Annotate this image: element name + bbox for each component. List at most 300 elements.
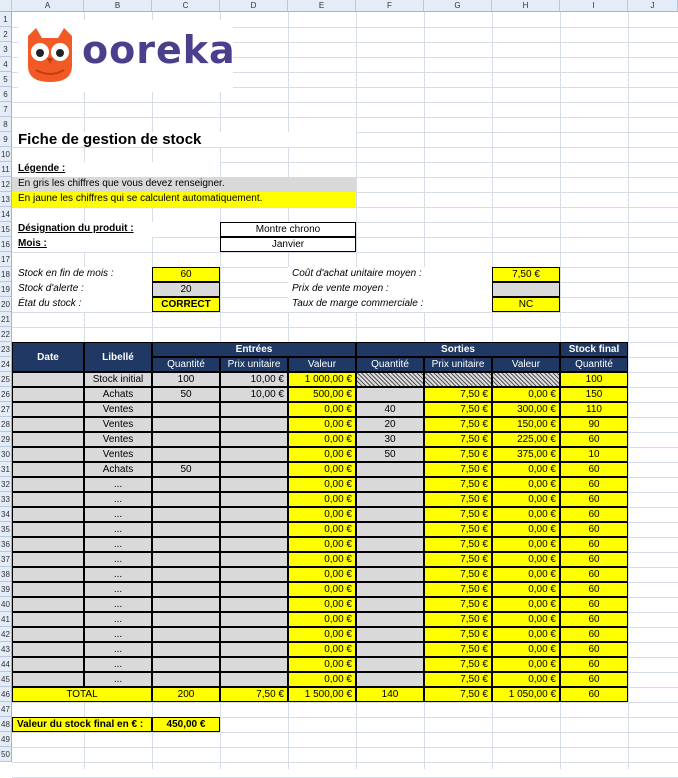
sorties-qty-cell[interactable] <box>356 612 424 627</box>
sorties-value-cell[interactable]: 0,00 € <box>492 387 560 402</box>
entrees-value-cell[interactable]: 0,00 € <box>288 627 356 642</box>
libelle-cell[interactable]: ... <box>84 627 152 642</box>
libelle-cell[interactable]: ... <box>84 582 152 597</box>
stock-final-cell[interactable]: 90 <box>560 417 628 432</box>
sorties-qty-cell[interactable] <box>356 522 424 537</box>
row-header[interactable]: 29 <box>0 432 12 447</box>
row-header[interactable]: 19 <box>0 282 12 297</box>
stock-final-cell[interactable]: 60 <box>560 462 628 477</box>
row-header[interactable]: 35 <box>0 522 12 537</box>
legend-gray-note[interactable]: En gris les chiffres que vous devez renseigner. <box>12 177 356 192</box>
libelle-cell[interactable]: ... <box>84 672 152 687</box>
entrees-value-cell[interactable]: 0,00 € <box>288 582 356 597</box>
sorties-qty-cell[interactable]: 30 <box>356 432 424 447</box>
margin-label[interactable]: Taux de marge commerciale : <box>288 297 492 312</box>
libelle-cell[interactable]: ... <box>84 642 152 657</box>
entrees-qty-cell[interactable] <box>152 642 220 657</box>
sorties-unit-price-cell[interactable]: 7,50 € <box>424 657 492 672</box>
sorties-qty-cell[interactable] <box>356 567 424 582</box>
entrees-unit-price-cell[interactable]: 10,00 € <box>220 387 288 402</box>
entrees-qty-cell[interactable] <box>152 552 220 567</box>
sorties-qty-cell[interactable] <box>356 597 424 612</box>
libelle-cell[interactable]: ... <box>84 522 152 537</box>
row-header[interactable]: 34 <box>0 507 12 522</box>
sorties-value-cell[interactable]: 0,00 € <box>492 522 560 537</box>
sorties-unit-price-cell[interactable]: 7,50 € <box>424 432 492 447</box>
date-cell[interactable] <box>12 372 84 387</box>
row-header[interactable]: 38 <box>0 567 12 582</box>
sorties-qty-cell[interactable]: 20 <box>356 417 424 432</box>
sorties-value-cell[interactable]: 0,00 € <box>492 657 560 672</box>
avg-cost-value[interactable]: 7,50 € <box>492 267 560 282</box>
total-label[interactable]: TOTAL <box>12 687 152 702</box>
entrees-value-cell[interactable]: 0,00 € <box>288 402 356 417</box>
entrees-qty-cell[interactable] <box>152 477 220 492</box>
sorties-unit-price-cell[interactable]: 7,50 € <box>424 522 492 537</box>
stock-final-cell[interactable]: 60 <box>560 507 628 522</box>
entrees-qty-cell[interactable] <box>152 432 220 447</box>
stock-final-cell[interactable]: 60 <box>560 642 628 657</box>
stock-end-label[interactable]: Stock en fin de mois : <box>12 267 152 282</box>
column-header[interactable]: H <box>492 0 560 12</box>
sorties-value-cell[interactable]: 0,00 € <box>492 462 560 477</box>
entrees-unit-price-cell[interactable] <box>220 447 288 462</box>
sorties-unit-price-cell[interactable]: 7,50 € <box>424 507 492 522</box>
row-header[interactable]: 33 <box>0 492 12 507</box>
entrees-value-cell[interactable]: 0,00 € <box>288 672 356 687</box>
libelle-cell[interactable]: ... <box>84 492 152 507</box>
libelle-cell[interactable]: Ventes <box>84 447 152 462</box>
entrees-qty-cell[interactable] <box>152 417 220 432</box>
stock-state-label[interactable]: État du stock : <box>12 297 152 312</box>
entrees-qty-cell[interactable] <box>152 612 220 627</box>
sorties-value-cell[interactable]: 0,00 € <box>492 507 560 522</box>
sorties-unit-price-cell[interactable]: 7,50 € <box>424 612 492 627</box>
entrees-qty-cell[interactable]: 100 <box>152 372 220 387</box>
entrees-unit-price-cell[interactable] <box>220 417 288 432</box>
entrees-unit-price-cell[interactable] <box>220 537 288 552</box>
sorties-qty-header[interactable]: Quantité <box>356 357 424 372</box>
entrees-unit-price-cell[interactable] <box>220 642 288 657</box>
designation-label[interactable]: Désignation du produit : <box>12 222 220 237</box>
entrees-qty-cell[interactable]: 50 <box>152 462 220 477</box>
row-header[interactable]: 16 <box>0 237 12 252</box>
sorties-value-cell[interactable]: 0,00 € <box>492 552 560 567</box>
total-sorties-unit-price[interactable]: 7,50 € <box>424 687 492 702</box>
stock-final-cell[interactable]: 150 <box>560 387 628 402</box>
stock-final-cell[interactable]: 60 <box>560 537 628 552</box>
row-header[interactable]: 47 <box>0 702 12 717</box>
sorties-value-cell[interactable]: 150,00 € <box>492 417 560 432</box>
sorties-unit-price-cell[interactable] <box>424 372 492 387</box>
entrees-unit-price-cell[interactable] <box>220 612 288 627</box>
total-sorties-qty[interactable]: 140 <box>356 687 424 702</box>
entrees-qty-cell[interactable] <box>152 522 220 537</box>
total-stock-final[interactable]: 60 <box>560 687 628 702</box>
entrees-qty-cell[interactable] <box>152 567 220 582</box>
sorties-unit-price-cell[interactable]: 7,50 € <box>424 642 492 657</box>
sorties-qty-cell[interactable] <box>356 387 424 402</box>
column-header[interactable]: D <box>220 0 288 12</box>
row-header[interactable]: 44 <box>0 657 12 672</box>
sorties-unit-price-cell[interactable]: 7,50 € <box>424 597 492 612</box>
row-header[interactable]: 14 <box>0 207 12 222</box>
grid-line-h <box>12 147 678 148</box>
total-entrees-qty[interactable]: 200 <box>152 687 220 702</box>
entrees-unit-price-cell[interactable] <box>220 567 288 582</box>
select-all-corner[interactable] <box>0 0 12 12</box>
sorties-unit-price-cell[interactable]: 7,50 € <box>424 552 492 567</box>
date-cell[interactable] <box>12 597 84 612</box>
stock-final-cell[interactable]: 60 <box>560 582 628 597</box>
date-cell[interactable] <box>12 537 84 552</box>
entrees-value-cell[interactable]: 0,00 € <box>288 642 356 657</box>
sorties-unit-price-cell[interactable]: 7,50 € <box>424 567 492 582</box>
row-header[interactable]: 3 <box>0 42 12 57</box>
stock-final-cell[interactable]: 60 <box>560 477 628 492</box>
row-header[interactable]: 9 <box>0 132 12 147</box>
stock-final-cell[interactable]: 60 <box>560 492 628 507</box>
entrees-unit-price-cell[interactable] <box>220 597 288 612</box>
logo-text: ooreka <box>82 28 236 72</box>
sorties-unit-price-cell[interactable]: 7,50 € <box>424 672 492 687</box>
sorties-qty-cell[interactable]: 40 <box>356 402 424 417</box>
date-cell[interactable] <box>12 672 84 687</box>
sorties-qty-cell[interactable] <box>356 462 424 477</box>
entrees-value-cell[interactable]: 0,00 € <box>288 552 356 567</box>
sorties-value-cell[interactable]: 0,00 € <box>492 627 560 642</box>
column-header[interactable]: J <box>628 0 678 12</box>
entrees-unit-price-cell[interactable] <box>220 582 288 597</box>
entrees-unit-price-cell[interactable] <box>220 657 288 672</box>
sorties-value-cell[interactable] <box>492 372 560 387</box>
stock-state-value[interactable]: CORRECT <box>152 297 220 312</box>
date-cell[interactable] <box>12 432 84 447</box>
sorties-qty-cell[interactable] <box>356 672 424 687</box>
sorties-unit-price-cell[interactable]: 7,50 € <box>424 492 492 507</box>
date-cell[interactable] <box>12 642 84 657</box>
grid-line-h <box>12 327 678 328</box>
date-cell[interactable] <box>12 417 84 432</box>
entrees-qty-header[interactable]: Quantité <box>152 357 220 372</box>
sorties-qty-cell[interactable] <box>356 657 424 672</box>
row-header[interactable]: 23 <box>0 342 12 357</box>
column-header[interactable]: C <box>152 0 220 12</box>
row-header[interactable]: 11 <box>0 162 12 177</box>
date-cell[interactable] <box>12 462 84 477</box>
entrees-qty-cell[interactable] <box>152 597 220 612</box>
column-header[interactable]: B <box>84 0 152 12</box>
total-entrees-unit-price[interactable]: 7,50 € <box>220 687 288 702</box>
stock-final-cell[interactable]: 60 <box>560 612 628 627</box>
alert-value[interactable]: 20 <box>152 282 220 297</box>
sorties-unit-price-cell[interactable]: 7,50 € <box>424 387 492 402</box>
sorties-unit-price-cell[interactable]: 7,50 € <box>424 447 492 462</box>
stock-final-cell[interactable]: 60 <box>560 552 628 567</box>
row-header[interactable]: 37 <box>0 552 12 567</box>
row-header[interactable]: 26 <box>0 387 12 402</box>
grid-line-h <box>12 102 678 103</box>
entrees-value-cell[interactable]: 0,00 € <box>288 537 356 552</box>
stock-final-cell[interactable]: 100 <box>560 372 628 387</box>
entrees-value-cell[interactable]: 500,00 € <box>288 387 356 402</box>
sorties-unit-price-cell[interactable]: 7,50 € <box>424 417 492 432</box>
entrees-qty-cell[interactable] <box>152 657 220 672</box>
total-sorties-value[interactable]: 1 050,00 € <box>492 687 560 702</box>
header-sorties[interactable]: Sorties <box>356 342 560 357</box>
row-header[interactable]: 21 <box>0 312 12 327</box>
date-cell[interactable] <box>12 522 84 537</box>
entrees-value-cell[interactable]: 0,00 € <box>288 612 356 627</box>
header-date[interactable]: Date <box>12 342 84 372</box>
entrees-qty-cell[interactable] <box>152 582 220 597</box>
entrees-qty-cell[interactable] <box>152 447 220 462</box>
row-header[interactable]: 48 <box>0 717 12 732</box>
sorties-value-cell[interactable]: 0,00 € <box>492 672 560 687</box>
row-header[interactable]: 4 <box>0 57 12 72</box>
grid-line-h <box>12 312 678 313</box>
stock-end-value[interactable]: 60 <box>152 267 220 282</box>
row-header[interactable]: 49 <box>0 732 12 747</box>
sorties-value-cell[interactable]: 0,00 € <box>492 612 560 627</box>
margin-value[interactable]: NC <box>492 297 560 312</box>
sorties-qty-cell[interactable] <box>356 507 424 522</box>
libelle-cell[interactable]: Achats <box>84 462 152 477</box>
entrees-unit-price-cell[interactable]: 10,00 € <box>220 372 288 387</box>
date-cell[interactable] <box>12 612 84 627</box>
date-cell[interactable] <box>12 477 84 492</box>
libelle-cell[interactable]: ... <box>84 567 152 582</box>
sorties-value-cell[interactable]: 300,00 € <box>492 402 560 417</box>
date-cell[interactable] <box>12 627 84 642</box>
entrees-unit-price-cell[interactable] <box>220 522 288 537</box>
sorties-qty-cell[interactable] <box>356 477 424 492</box>
sorties-value-cell[interactable]: 0,00 € <box>492 477 560 492</box>
stock-final-cell[interactable]: 10 <box>560 447 628 462</box>
row-header[interactable]: 5 <box>0 72 12 87</box>
sorties-value-cell[interactable]: 375,00 € <box>492 447 560 462</box>
stock-final-cell[interactable]: 60 <box>560 567 628 582</box>
entrees-qty-cell[interactable] <box>152 537 220 552</box>
libelle-cell[interactable]: ... <box>84 657 152 672</box>
sorties-qty-cell[interactable] <box>356 552 424 567</box>
column-header[interactable]: I <box>560 0 628 12</box>
entrees-value-cell[interactable]: 0,00 € <box>288 462 356 477</box>
entrees-value-header[interactable]: Valeur <box>288 357 356 372</box>
row-header[interactable]: 27 <box>0 402 12 417</box>
stock-final-cell[interactable]: 60 <box>560 432 628 447</box>
column-header[interactable]: A <box>12 0 84 12</box>
sorties-qty-cell[interactable] <box>356 492 424 507</box>
column-header[interactable]: F <box>356 0 424 12</box>
row-header[interactable]: 46 <box>0 687 12 702</box>
entrees-unit-price-cell[interactable] <box>220 477 288 492</box>
date-cell[interactable] <box>12 447 84 462</box>
entrees-value-cell[interactable]: 0,00 € <box>288 417 356 432</box>
alert-label[interactable]: Stock d'alerte : <box>12 282 152 297</box>
row-header[interactable]: 50 <box>0 747 12 762</box>
legend-yellow-note[interactable]: En jaune les chiffres qui se calculent automatiquement. <box>12 192 356 207</box>
libelle-cell[interactable]: Stock initial <box>84 372 152 387</box>
stock-final-cell[interactable]: 60 <box>560 627 628 642</box>
entrees-qty-cell[interactable] <box>152 402 220 417</box>
row-header[interactable]: 36 <box>0 537 12 552</box>
entrees-value-cell[interactable]: 0,00 € <box>288 492 356 507</box>
libelle-cell[interactable]: ... <box>84 552 152 567</box>
sorties-value-cell[interactable]: 0,00 € <box>492 582 560 597</box>
header-entrees[interactable]: Entrées <box>152 342 356 357</box>
entrees-unit-price-cell[interactable] <box>220 552 288 567</box>
entrees-qty-cell[interactable]: 50 <box>152 387 220 402</box>
libelle-cell[interactable]: ... <box>84 597 152 612</box>
sorties-value-cell[interactable]: 0,00 € <box>492 597 560 612</box>
entrees-value-cell[interactable]: 0,00 € <box>288 567 356 582</box>
sorties-qty-cell[interactable]: 50 <box>356 447 424 462</box>
entrees-unit-price-cell[interactable] <box>220 672 288 687</box>
entrees-value-cell[interactable]: 0,00 € <box>288 522 356 537</box>
grid-line-h <box>12 747 678 748</box>
stock-final-cell[interactable]: 110 <box>560 402 628 417</box>
entrees-value-cell[interactable]: 1 000,00 € <box>288 372 356 387</box>
column-header[interactable]: G <box>424 0 492 12</box>
entrees-qty-cell[interactable] <box>152 672 220 687</box>
sorties-unit-price-cell[interactable]: 7,50 € <box>424 477 492 492</box>
sorties-qty-cell[interactable] <box>356 642 424 657</box>
row-header[interactable]: 7 <box>0 102 12 117</box>
libelle-cell[interactable]: ... <box>84 612 152 627</box>
row-header[interactable]: 32 <box>0 477 12 492</box>
sorties-unit-price-cell[interactable]: 7,50 € <box>424 402 492 417</box>
row-header[interactable]: 25 <box>0 372 12 387</box>
row-header[interactable]: 10 <box>0 147 12 162</box>
row-header[interactable]: 41 <box>0 612 12 627</box>
row-header[interactable]: 20 <box>0 297 12 312</box>
sorties-unit-price-cell[interactable]: 7,50 € <box>424 462 492 477</box>
row-header[interactable]: 8 <box>0 117 12 132</box>
sorties-value-header[interactable]: Valeur <box>492 357 560 372</box>
sorties-unit-price-cell[interactable]: 7,50 € <box>424 582 492 597</box>
row-header[interactable]: 24 <box>0 357 12 372</box>
month-label[interactable]: Mois : <box>12 237 152 252</box>
entrees-qty-cell[interactable] <box>152 627 220 642</box>
row-header[interactable]: 30 <box>0 447 12 462</box>
stock-final-qty-header[interactable]: Quantité <box>560 357 628 372</box>
date-cell[interactable] <box>12 657 84 672</box>
date-cell[interactable] <box>12 582 84 597</box>
libelle-cell[interactable]: Ventes <box>84 402 152 417</box>
entrees-unit-price-cell[interactable] <box>220 627 288 642</box>
sorties-qty-cell[interactable] <box>356 627 424 642</box>
entrees-unit-price-cell[interactable] <box>220 492 288 507</box>
row-header[interactable]: 13 <box>0 192 12 207</box>
row-header[interactable]: 18 <box>0 267 12 282</box>
date-cell[interactable] <box>12 567 84 582</box>
entrees-value-cell[interactable]: 0,00 € <box>288 432 356 447</box>
sorties-unit-price-cell[interactable]: 7,50 € <box>424 537 492 552</box>
sorties-qty-cell[interactable] <box>356 582 424 597</box>
avg-price-value[interactable] <box>492 282 560 297</box>
sheet-title[interactable]: Fiche de gestion de stock <box>12 132 356 147</box>
row-header[interactable]: 42 <box>0 627 12 642</box>
grid-line-h <box>12 732 678 733</box>
libelle-cell[interactable]: ... <box>84 537 152 552</box>
row-header[interactable]: 28 <box>0 417 12 432</box>
designation-value[interactable]: Montre chrono <box>220 222 356 237</box>
sorties-unit-price-header[interactable]: Prix unitaire <box>424 357 492 372</box>
sorties-qty-cell[interactable] <box>356 537 424 552</box>
row-header[interactable]: 2 <box>0 27 12 42</box>
libelle-cell[interactable]: ... <box>84 507 152 522</box>
final-value[interactable]: 450,00 € <box>152 717 220 732</box>
stock-final-cell[interactable]: 60 <box>560 597 628 612</box>
month-value[interactable]: Janvier <box>220 237 356 252</box>
sorties-qty-cell[interactable] <box>356 372 424 387</box>
entrees-value-cell[interactable]: 0,00 € <box>288 507 356 522</box>
sorties-value-cell[interactable]: 0,00 € <box>492 537 560 552</box>
row-header[interactable]: 39 <box>0 582 12 597</box>
row-header[interactable]: 22 <box>0 327 12 342</box>
total-entrees-value[interactable]: 1 500,00 € <box>288 687 356 702</box>
entrees-unit-price-cell[interactable] <box>220 402 288 417</box>
entrees-value-cell[interactable]: 0,00 € <box>288 657 356 672</box>
row-header[interactable]: 40 <box>0 597 12 612</box>
grid-line-h <box>12 762 678 763</box>
date-cell[interactable] <box>12 402 84 417</box>
date-cell[interactable] <box>12 552 84 567</box>
stock-final-cell[interactable]: 60 <box>560 522 628 537</box>
row-header[interactable]: 6 <box>0 87 12 102</box>
entrees-unit-price-header[interactable]: Prix unitaire <box>220 357 288 372</box>
row-header[interactable]: 17 <box>0 252 12 267</box>
sorties-value-cell[interactable]: 225,00 € <box>492 432 560 447</box>
sorties-value-cell[interactable]: 0,00 € <box>492 642 560 657</box>
date-cell[interactable] <box>12 387 84 402</box>
sorties-value-cell[interactable]: 0,00 € <box>492 492 560 507</box>
header-stock-final[interactable]: Stock final <box>560 342 628 357</box>
libelle-cell[interactable]: Ventes <box>84 432 152 447</box>
row-header[interactable]: 15 <box>0 222 12 237</box>
libelle-cell[interactable]: Ventes <box>84 417 152 432</box>
header-libelle[interactable]: Libellé <box>84 342 152 372</box>
entrees-value-cell[interactable]: 0,00 € <box>288 447 356 462</box>
row-header[interactable]: 31 <box>0 462 12 477</box>
stock-final-cell[interactable]: 60 <box>560 672 628 687</box>
final-value-label[interactable]: Valeur du stock final en € : <box>12 717 152 732</box>
entrees-qty-cell[interactable] <box>152 507 220 522</box>
stock-final-cell[interactable]: 60 <box>560 657 628 672</box>
entrees-unit-price-cell[interactable] <box>220 507 288 522</box>
sorties-unit-price-cell[interactable]: 7,50 € <box>424 627 492 642</box>
entrees-unit-price-cell[interactable] <box>220 432 288 447</box>
legend-heading[interactable]: Légende : <box>12 162 220 177</box>
libelle-cell[interactable]: Achats <box>84 387 152 402</box>
date-cell[interactable] <box>12 492 84 507</box>
entrees-unit-price-cell[interactable] <box>220 462 288 477</box>
column-header[interactable]: E <box>288 0 356 12</box>
avg-price-label[interactable]: Prix de vente moyen : <box>288 282 492 297</box>
sorties-value-cell[interactable]: 0,00 € <box>492 567 560 582</box>
row-header[interactable]: 43 <box>0 642 12 657</box>
entrees-value-cell[interactable]: 0,00 € <box>288 597 356 612</box>
row-header[interactable]: 12 <box>0 177 12 192</box>
libelle-cell[interactable]: ... <box>84 477 152 492</box>
entrees-value-cell[interactable]: 0,00 € <box>288 477 356 492</box>
row-header[interactable]: 1 <box>0 12 12 27</box>
avg-cost-label[interactable]: Coût d'achat unitaire moyen : <box>288 267 492 282</box>
entrees-qty-cell[interactable] <box>152 492 220 507</box>
row-header[interactable]: 45 <box>0 672 12 687</box>
date-cell[interactable] <box>12 507 84 522</box>
